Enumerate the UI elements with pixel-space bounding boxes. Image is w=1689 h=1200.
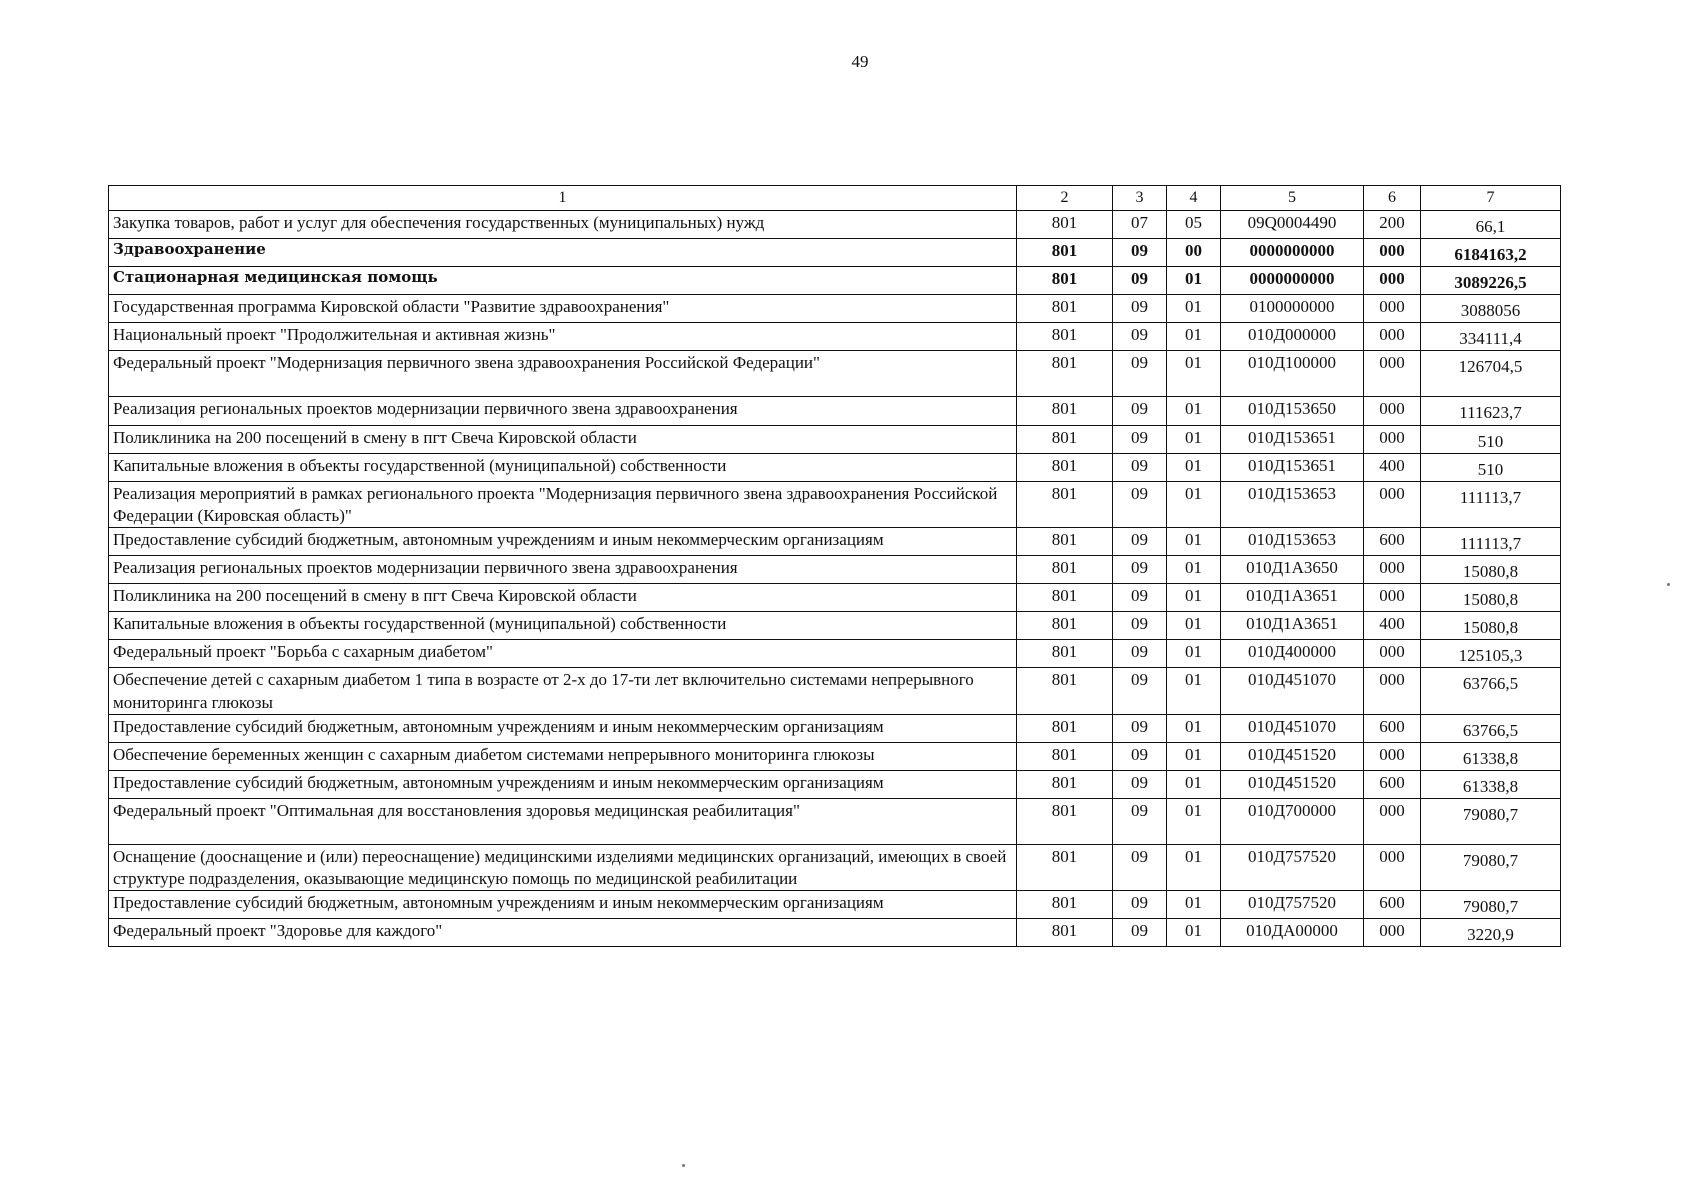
table-row bbox=[109, 844, 1561, 890]
row-section: 09 bbox=[1113, 798, 1167, 844]
row-amount: 63766,5 bbox=[1421, 668, 1561, 714]
row-section: 09 bbox=[1113, 267, 1167, 295]
row-subsection: 00 bbox=[1167, 239, 1221, 267]
table-row bbox=[109, 267, 1561, 295]
row-amount: 111113,7 bbox=[1421, 527, 1561, 555]
table-row bbox=[109, 323, 1561, 351]
row-subsection: 01 bbox=[1167, 891, 1221, 919]
row-subsection: 01 bbox=[1167, 453, 1221, 481]
row-target-article: 010Д700000 bbox=[1221, 798, 1364, 844]
row-expense-type: 600 bbox=[1364, 714, 1421, 742]
row-amount: 79080,7 bbox=[1421, 844, 1561, 890]
row-name: Национальный проект "Продолжительная и активная жизнь" bbox=[109, 323, 1017, 351]
header-col-4: 4 bbox=[1167, 186, 1221, 211]
row-amount: 125105,3 bbox=[1421, 640, 1561, 668]
row-subsection: 01 bbox=[1167, 770, 1221, 798]
row-amount: 61338,8 bbox=[1421, 770, 1561, 798]
row-subsection: 01 bbox=[1167, 481, 1221, 527]
row-target-article: 010ДА00000 bbox=[1221, 919, 1364, 947]
row-target-article: 010Д451070 bbox=[1221, 714, 1364, 742]
row-section: 09 bbox=[1113, 668, 1167, 714]
row-section: 09 bbox=[1113, 351, 1167, 397]
row-amount: 111113,7 bbox=[1421, 481, 1561, 527]
row-expense-type: 000 bbox=[1364, 425, 1421, 453]
row-target-article: 010Д757520 bbox=[1221, 844, 1364, 890]
row-amount: 510 bbox=[1421, 425, 1561, 453]
row-department: 801 bbox=[1017, 844, 1113, 890]
row-department: 801 bbox=[1017, 612, 1113, 640]
row-subsection: 01 bbox=[1167, 714, 1221, 742]
row-section: 09 bbox=[1113, 453, 1167, 481]
row-target-article: 010Д400000 bbox=[1221, 640, 1364, 668]
row-name: Капитальные вложения в объекты государственной (муниципальной) собственности bbox=[109, 453, 1017, 481]
row-name: Предоставление субсидий бюджетным, автономным учреждениям и иным некоммерческим организациям bbox=[109, 714, 1017, 742]
row-expense-type: 200 bbox=[1364, 211, 1421, 239]
row-department: 801 bbox=[1017, 556, 1113, 584]
row-expense-type: 000 bbox=[1364, 798, 1421, 844]
row-amount: 79080,7 bbox=[1421, 891, 1561, 919]
row-expense-type: 000 bbox=[1364, 323, 1421, 351]
row-subsection: 01 bbox=[1167, 527, 1221, 555]
row-expense-type: 000 bbox=[1364, 397, 1421, 425]
row-amount: 6184163,2 bbox=[1421, 239, 1561, 267]
row-expense-type: 000 bbox=[1364, 919, 1421, 947]
budget-table bbox=[108, 185, 1561, 947]
row-amount: 3088056 bbox=[1421, 295, 1561, 323]
row-expense-type: 600 bbox=[1364, 891, 1421, 919]
header-col-7: 7 bbox=[1421, 186, 1561, 211]
row-expense-type: 000 bbox=[1364, 267, 1421, 295]
row-section: 09 bbox=[1113, 527, 1167, 555]
row-department: 801 bbox=[1017, 640, 1113, 668]
row-target-article: 010Д1А3651 bbox=[1221, 584, 1364, 612]
row-department: 801 bbox=[1017, 351, 1113, 397]
row-department: 801 bbox=[1017, 295, 1113, 323]
row-section: 09 bbox=[1113, 323, 1167, 351]
row-target-article: 010Д153653 bbox=[1221, 527, 1364, 555]
row-target-article: 010Д1А3650 bbox=[1221, 556, 1364, 584]
row-expense-type: 000 bbox=[1364, 640, 1421, 668]
row-name: Поликлиника на 200 посещений в смену в пгт Свеча Кировской области bbox=[109, 425, 1017, 453]
row-section: 09 bbox=[1113, 891, 1167, 919]
header-col-5: 5 bbox=[1221, 186, 1364, 211]
row-target-article: 010Д757520 bbox=[1221, 891, 1364, 919]
row-section: 09 bbox=[1113, 742, 1167, 770]
row-target-article: 010Д153653 bbox=[1221, 481, 1364, 527]
table-row bbox=[109, 770, 1561, 798]
table-row bbox=[109, 211, 1561, 239]
row-amount: 15080,8 bbox=[1421, 584, 1561, 612]
row-expense-type: 000 bbox=[1364, 481, 1421, 527]
row-target-article: 010Д153651 bbox=[1221, 453, 1364, 481]
row-name: Обеспечение детей с сахарным диабетом 1 типа в возрасте от 2-х до 17-ти лет включительно системами непрерывного мониторинга глюкозы bbox=[109, 668, 1017, 714]
row-name: Оснащение (дооснащение и (или) переоснащение) медицинскими изделиями медицинских организаций, имеющих в своей структуре подразделения, оказывающие медицинскую помощь по медицинской реабилитации bbox=[109, 844, 1017, 890]
table-row bbox=[109, 556, 1561, 584]
row-department: 801 bbox=[1017, 527, 1113, 555]
table-header bbox=[109, 186, 1561, 211]
row-department: 801 bbox=[1017, 323, 1113, 351]
scan-speck bbox=[1667, 583, 1670, 586]
table-row bbox=[109, 891, 1561, 919]
row-expense-type: 600 bbox=[1364, 770, 1421, 798]
table-row bbox=[109, 584, 1561, 612]
row-section: 09 bbox=[1113, 770, 1167, 798]
row-expense-type: 000 bbox=[1364, 239, 1421, 267]
row-department: 801 bbox=[1017, 798, 1113, 844]
row-subsection: 01 bbox=[1167, 798, 1221, 844]
row-section: 09 bbox=[1113, 919, 1167, 947]
row-expense-type: 400 bbox=[1364, 612, 1421, 640]
table-row bbox=[109, 919, 1561, 947]
row-expense-type: 000 bbox=[1364, 584, 1421, 612]
row-section: 09 bbox=[1113, 239, 1167, 267]
header-col-1: 1 bbox=[109, 186, 1017, 211]
row-department: 801 bbox=[1017, 481, 1113, 527]
row-name: Закупка товаров, работ и услуг для обеспечения государственных (муниципальных) нужд bbox=[109, 211, 1017, 239]
row-amount: 3089226,5 bbox=[1421, 267, 1561, 295]
row-name: Предоставление субсидий бюджетным, автономным учреждениям и иным некоммерческим организациям bbox=[109, 527, 1017, 555]
row-subsection: 01 bbox=[1167, 742, 1221, 770]
row-name: Капитальные вложения в объекты государственной (муниципальной) собственности bbox=[109, 612, 1017, 640]
row-section: 07 bbox=[1113, 211, 1167, 239]
row-section: 09 bbox=[1113, 612, 1167, 640]
row-subsection: 01 bbox=[1167, 668, 1221, 714]
row-department: 801 bbox=[1017, 267, 1113, 295]
row-department: 801 bbox=[1017, 453, 1113, 481]
row-name: Государственная программа Кировской области "Развитие здравоохранения" bbox=[109, 295, 1017, 323]
table-row bbox=[109, 239, 1561, 267]
row-name: Федеральный проект "Оптимальная для восстановления здоровья медицинская реабилитация" bbox=[109, 798, 1017, 844]
table-row bbox=[109, 425, 1561, 453]
scan-speck bbox=[682, 1164, 685, 1167]
row-department: 801 bbox=[1017, 211, 1113, 239]
row-name: Здравоохранение bbox=[109, 239, 1017, 267]
row-subsection: 05 bbox=[1167, 211, 1221, 239]
row-department: 801 bbox=[1017, 397, 1113, 425]
row-target-article: 010Д100000 bbox=[1221, 351, 1364, 397]
row-target-article: 010Д451070 bbox=[1221, 668, 1364, 714]
row-expense-type: 000 bbox=[1364, 351, 1421, 397]
row-name: Федеральный проект "Модернизация первичного звена здравоохранения Российской Федерации" bbox=[109, 351, 1017, 397]
row-department: 801 bbox=[1017, 891, 1113, 919]
row-amount: 15080,8 bbox=[1421, 556, 1561, 584]
row-amount: 510 bbox=[1421, 453, 1561, 481]
row-name: Реализация мероприятий в рамках регионального проекта "Модернизация первичного звена здравоохранения Российской Федерации (Кировская область)" bbox=[109, 481, 1017, 527]
row-section: 09 bbox=[1113, 640, 1167, 668]
row-name: Поликлиника на 200 посещений в смену в пгт Свеча Кировской области bbox=[109, 584, 1017, 612]
row-name: Стационарная медицинская помощь bbox=[109, 267, 1017, 295]
row-subsection: 01 bbox=[1167, 612, 1221, 640]
table-row bbox=[109, 453, 1561, 481]
row-section: 09 bbox=[1113, 714, 1167, 742]
header-col-2: 2 bbox=[1017, 186, 1113, 211]
table-row bbox=[109, 668, 1561, 714]
row-name: Федеральный проект "Борьба с сахарным диабетом" bbox=[109, 640, 1017, 668]
row-section: 09 bbox=[1113, 844, 1167, 890]
table-row bbox=[109, 527, 1561, 555]
row-amount: 79080,7 bbox=[1421, 798, 1561, 844]
row-department: 801 bbox=[1017, 742, 1113, 770]
row-amount: 15080,8 bbox=[1421, 612, 1561, 640]
row-subsection: 01 bbox=[1167, 556, 1221, 584]
row-subsection: 01 bbox=[1167, 267, 1221, 295]
row-subsection: 01 bbox=[1167, 919, 1221, 947]
row-name: Федеральный проект "Здоровье для каждого" bbox=[109, 919, 1017, 947]
row-section: 09 bbox=[1113, 556, 1167, 584]
row-department: 801 bbox=[1017, 584, 1113, 612]
row-target-article: 09Q0004490 bbox=[1221, 211, 1364, 239]
row-subsection: 01 bbox=[1167, 295, 1221, 323]
row-name: Предоставление субсидий бюджетным, автономным учреждениям и иным некоммерческим организациям bbox=[109, 770, 1017, 798]
row-subsection: 01 bbox=[1167, 397, 1221, 425]
row-target-article: 010Д1А3651 bbox=[1221, 612, 1364, 640]
row-amount: 61338,8 bbox=[1421, 742, 1561, 770]
header-row bbox=[109, 186, 1561, 211]
table-row bbox=[109, 295, 1561, 323]
row-department: 801 bbox=[1017, 239, 1113, 267]
row-amount: 111623,7 bbox=[1421, 397, 1561, 425]
row-name: Реализация региональных проектов модернизации первичного звена здравоохранения bbox=[109, 556, 1017, 584]
row-target-article: 010Д451520 bbox=[1221, 742, 1364, 770]
row-section: 09 bbox=[1113, 584, 1167, 612]
row-section: 09 bbox=[1113, 425, 1167, 453]
page-number: 49 bbox=[851, 52, 869, 71]
row-department: 801 bbox=[1017, 919, 1113, 947]
header-col-6: 6 bbox=[1364, 186, 1421, 211]
row-department: 801 bbox=[1017, 714, 1113, 742]
row-expense-type: 000 bbox=[1364, 844, 1421, 890]
table-body bbox=[109, 211, 1561, 947]
row-target-article: 010Д000000 bbox=[1221, 323, 1364, 351]
row-target-article: 0000000000 bbox=[1221, 267, 1364, 295]
row-expense-type: 000 bbox=[1364, 668, 1421, 714]
row-subsection: 01 bbox=[1167, 844, 1221, 890]
row-department: 801 bbox=[1017, 770, 1113, 798]
table-row bbox=[109, 397, 1561, 425]
table-row bbox=[109, 798, 1561, 844]
row-expense-type: 000 bbox=[1364, 295, 1421, 323]
row-name: Предоставление субсидий бюджетным, автономным учреждениям и иным некоммерческим организациям bbox=[109, 891, 1017, 919]
table-row bbox=[109, 481, 1561, 527]
row-section: 09 bbox=[1113, 295, 1167, 323]
table-row bbox=[109, 714, 1561, 742]
row-expense-type: 600 bbox=[1364, 527, 1421, 555]
row-department: 801 bbox=[1017, 425, 1113, 453]
row-amount: 3220,9 bbox=[1421, 919, 1561, 947]
row-amount: 66,1 bbox=[1421, 211, 1561, 239]
row-subsection: 01 bbox=[1167, 425, 1221, 453]
row-target-article: 010Д153651 bbox=[1221, 425, 1364, 453]
table-row bbox=[109, 612, 1561, 640]
row-target-article: 010Д153650 bbox=[1221, 397, 1364, 425]
row-section: 09 bbox=[1113, 397, 1167, 425]
table-row bbox=[109, 351, 1561, 397]
row-department: 801 bbox=[1017, 668, 1113, 714]
table-row bbox=[109, 742, 1561, 770]
table-row bbox=[109, 640, 1561, 668]
row-amount: 63766,5 bbox=[1421, 714, 1561, 742]
row-subsection: 01 bbox=[1167, 584, 1221, 612]
row-expense-type: 400 bbox=[1364, 453, 1421, 481]
row-subsection: 01 bbox=[1167, 351, 1221, 397]
row-name: Реализация региональных проектов модернизации первичного звена здравоохранения bbox=[109, 397, 1017, 425]
row-target-article: 010Д451520 bbox=[1221, 770, 1364, 798]
row-expense-type: 000 bbox=[1364, 556, 1421, 584]
header-col-3: 3 bbox=[1113, 186, 1167, 211]
row-subsection: 01 bbox=[1167, 640, 1221, 668]
row-section: 09 bbox=[1113, 481, 1167, 527]
row-subsection: 01 bbox=[1167, 323, 1221, 351]
row-name: Обеспечение беременных женщин с сахарным диабетом системами непрерывного мониторинга глюкозы bbox=[109, 742, 1017, 770]
row-expense-type: 000 bbox=[1364, 742, 1421, 770]
row-target-article: 0100000000 bbox=[1221, 295, 1364, 323]
row-amount: 334111,4 bbox=[1421, 323, 1561, 351]
row-amount: 126704,5 bbox=[1421, 351, 1561, 397]
row-target-article: 0000000000 bbox=[1221, 239, 1364, 267]
